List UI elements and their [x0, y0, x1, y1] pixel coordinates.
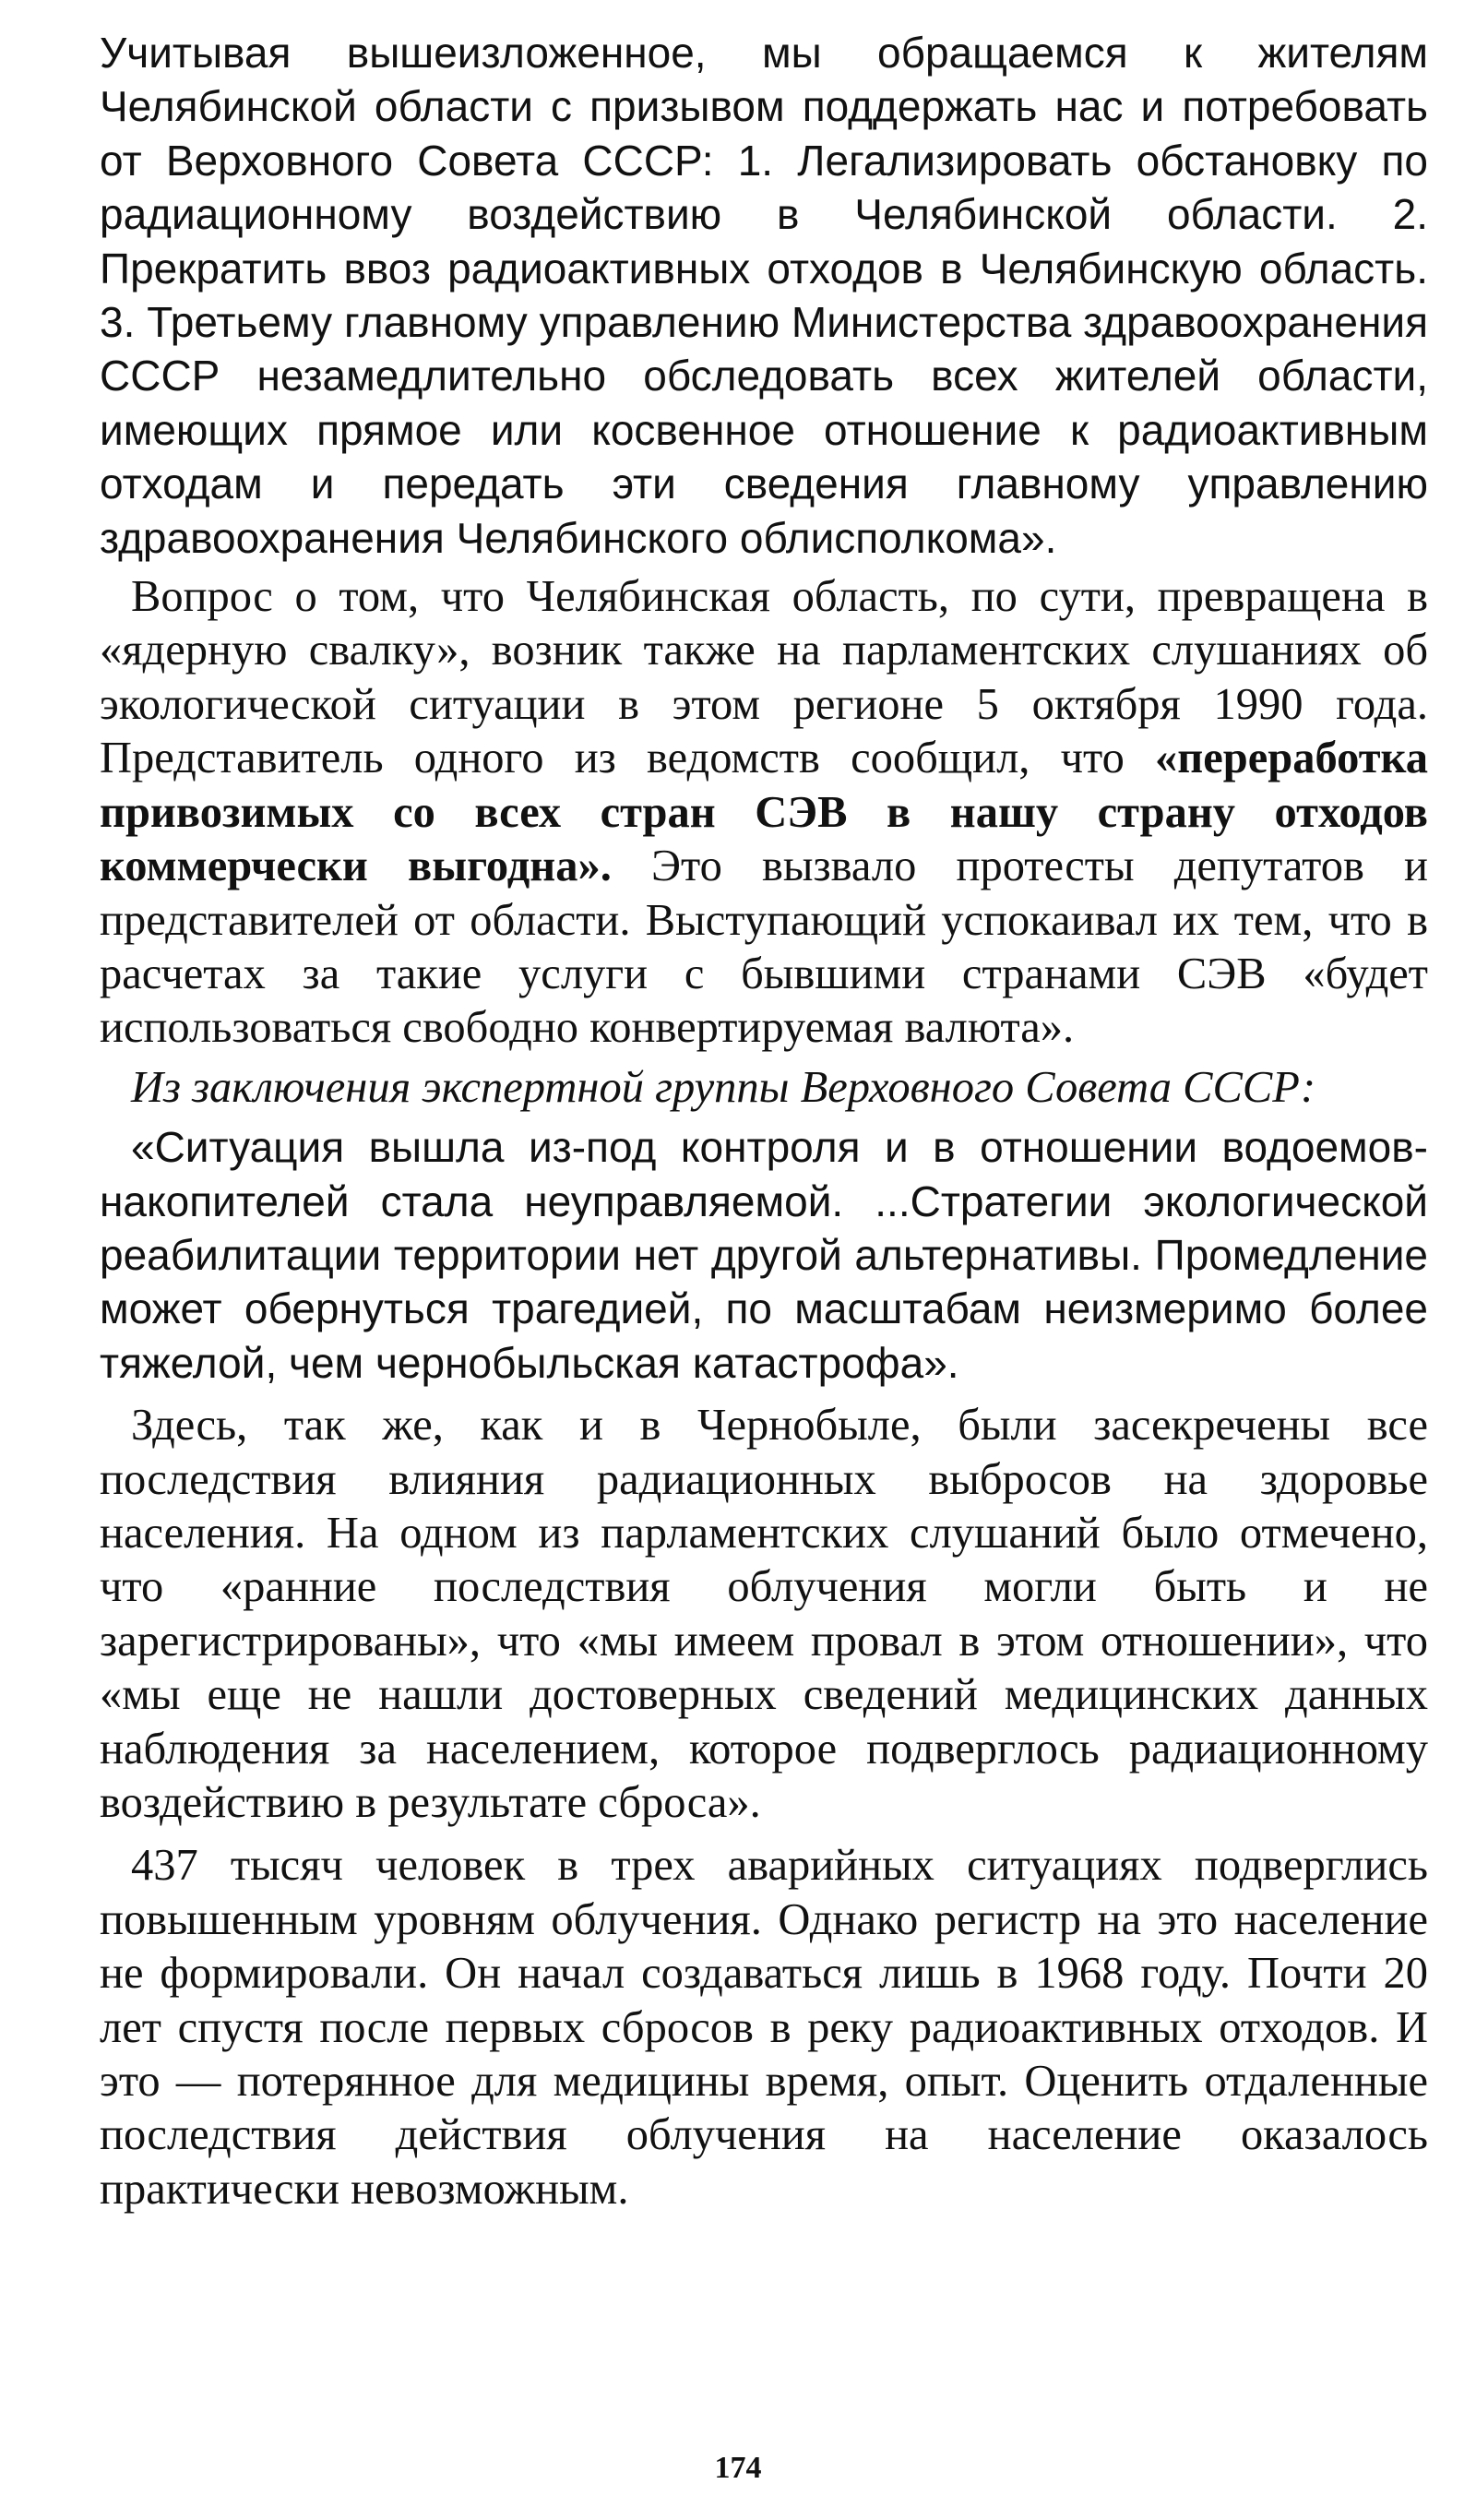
paragraph-health-consequences: Здесь, так же, как и в Чернобыле, были засекречены все последствия влияния радиационных выбросов на здоровье населения. На одном из парламентских слушаний было отмечено, что «ранние последствия облучения могли быть и не зарегистрированы», что «мы имеем провал в этом отношении», что «мы еще не нашли достоверных сведений медицинских данных наблюдения за населением, которое подверглось радиационному воздействию в результате сброса».: [100, 1401, 1428, 1827]
paragraph-text: Это вызвало протесты депутатов и представителей от области. Выступающий успокаивал их тем, что в расчетах за такие услуги с бывшими странами СЭВ «будет использоваться свободно конвертируемая валюта».: [100, 842, 1428, 1053]
paragraph-parliament-hearings: [100, 570, 1428, 1056]
bold-quote: «переработка привозимых со всех стран СЭВ в нашу страну отходов коммерчески выгодна».: [100, 734, 1428, 891]
paragraph-appeal: Учитывая вышеизложенное, мы обращаемся к жителям Челябинской области с призывом поддержать нас и потребовать от Верховного Совета СССР: 1. Легализировать обстановку по радиационному воздействию в Челябинской области. 2. Прекратить ввоз радиоактивных отходов в Челябинскую область. 3. Третьему главному управлению Министерства здравоохранения СССР незамедлительно обследовать всех жителей области, имеющих прямое или косвенное отношение к радиоактивным отходам и передать эти сведения главному управлению здравоохранения Челябинского облисполкома».: [100, 29, 1428, 562]
expert-group-heading: Из заключения экспертной группы Верховного Совета СССР:: [131, 1062, 1316, 1112]
document-page: [100, 26, 1428, 2216]
paragraph-exposure-register: 437 тысяч человек в трех аварийных ситуациях подверглись повышенным уровням облучения. Однако регистр на это население не формировали. Он начал создаваться лишь в 1968 году. Почти 20 лет спустя после первых сбросов в реку радиоактивных отходов. И это — потерянное для медицины время, опыт. Оценить отдаленные последствия действия облучения на население оказалось практически невозможным.: [100, 1841, 1428, 2214]
paragraph-text: Вопрос о том, что Челябинская область, по сути, превращена в «ядерную свалку», возник также на парламентских слушаниях об экологической ситуации в этом регионе 5 октября 1990 года. Представитель одного из ведомств сообщил, что: [100, 572, 1428, 783]
page-number: 174: [714, 2451, 762, 2485]
paragraph-expert-quote: «Ситуация вышла из-под контроля и в отношении водоемов-накопителей стала неуправляемой. ...Стратегии экологической реабилитации территории нет другой альтернативы. Промедление может обернуться трагедией, по масштабам неизмеримо более тяжелой, чем чернобыльская катастрофа».: [100, 1123, 1428, 1387]
